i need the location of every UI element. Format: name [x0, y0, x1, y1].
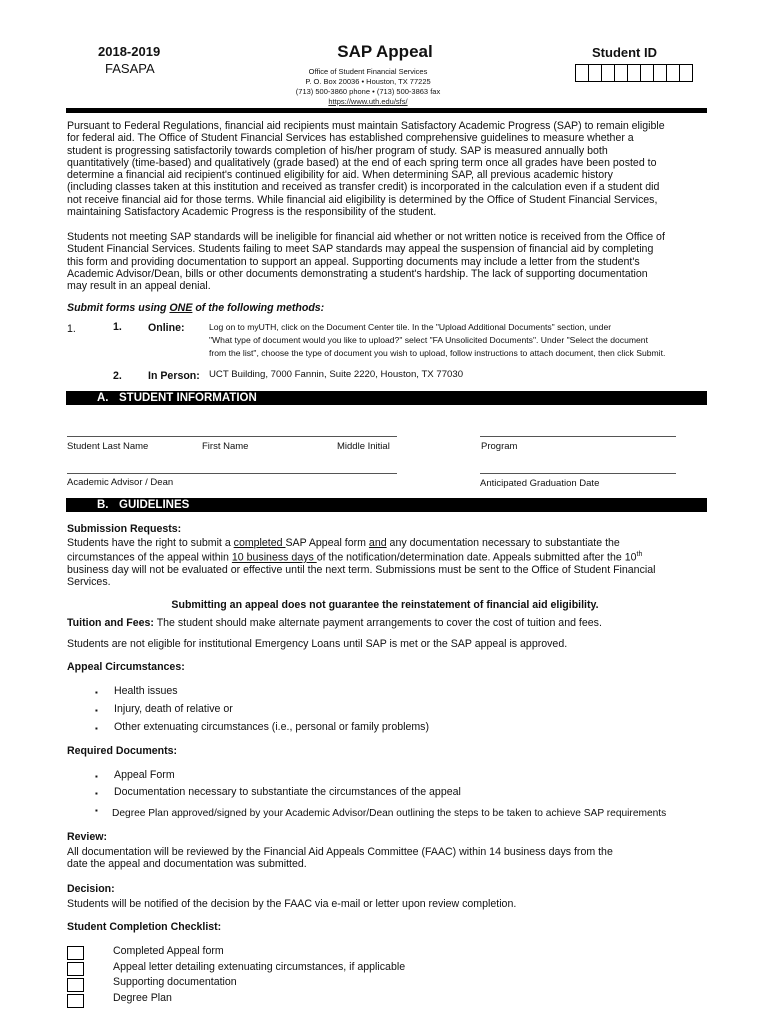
bullet: ▪: [95, 772, 98, 781]
online-label: Online:: [148, 322, 185, 334]
graduation-label: Anticipated Graduation Date: [480, 478, 600, 489]
list-number: 1.: [67, 323, 76, 335]
in-person-address: UCT Building, 7000 Fannin, Suite 2220, Houston, TX 77030: [209, 369, 464, 380]
text-line: [67, 537, 717, 549]
in-person-number: 2.: [113, 370, 122, 382]
student-id-digit[interactable]: [654, 65, 667, 81]
program-field-line[interactable]: [480, 436, 676, 437]
guarantee-notice: Submitting an appeal does not guarantee the reinstatement of financial aid eligibility.: [171, 599, 599, 611]
student-id-digit[interactable]: [589, 65, 602, 81]
bullet: ▪: [95, 724, 98, 733]
tuition-label: Tuition and Fees:: [67, 617, 154, 629]
form-title: SAP Appeal: [337, 42, 433, 61]
text-run: circumstances of the appeal within: [67, 551, 232, 564]
checklist-checkbox[interactable]: [67, 946, 84, 960]
decision-text: Students will be notified of the decision by the FAAC via e-mail or letter upon review completion.: [67, 898, 517, 910]
office-phone: (713) 500-3860 phone • (713) 500-3863 fax: [295, 87, 441, 96]
student-id-label: Student ID: [592, 45, 657, 60]
review-heading: Review:: [67, 831, 108, 843]
text-run: SAP Appeal form: [285, 537, 369, 549]
first-name-label: First Name: [202, 441, 249, 452]
text-line: All documentation will be reviewed by the Financial Aid Appeals Committee (FAAC) within 14 business days from the: [67, 846, 613, 858]
tuition-line: [67, 617, 602, 629]
text-run: and: [368, 537, 387, 549]
text-line: Students not meeting SAP standards will be ineligible for financial aid whether or not written notice is received from the Office of: [67, 231, 665, 243]
required-doc-item: Documentation necessary to substantiate the circumstances of the appeal: [114, 786, 461, 798]
in-person-label: In Person:: [148, 370, 200, 382]
checklist-item: Appeal letter detailing extenuating circumstances, if applicable: [113, 961, 406, 973]
text-run: of the following methods:: [192, 302, 325, 314]
checklist-item: Degree Plan: [113, 992, 172, 1004]
intro-paragraph-2: [67, 231, 717, 292]
circumstance-item: Health issues: [114, 685, 178, 697]
text-line: determine a financial aid recipient's continued eligibility for aid. When determining SAP, all previous academic history: [67, 169, 613, 182]
submission-paragraph: [67, 537, 717, 589]
online-instructions: [209, 321, 749, 359]
checklist-item: Supporting documentation: [113, 976, 237, 988]
office-url-link[interactable]: https://www.uth.edu/sfs/: [328, 97, 408, 106]
middle-initial-label: Middle Initial: [337, 441, 390, 452]
text-line: date the appeal and documentation was submitted.: [67, 858, 307, 871]
text-run: any documentation necessary to substantiate the: [386, 537, 620, 549]
text-line: Log on to myUTH, click on the Document Center tile. In the "Upload Additional Documents" section, under: [209, 322, 612, 332]
circumstance-item: Other extenuating circumstances (i.e., personal or family problems): [114, 721, 429, 733]
circumstances-heading: Appeal Circumstances:: [67, 661, 185, 673]
methods-heading: [67, 302, 324, 314]
required-doc-item: Degree Plan approved/signed by your Academic Advisor/Dean outlining the steps to be taken to achieve SAP requirements: [112, 808, 667, 819]
graduation-field-line[interactable]: [480, 473, 676, 474]
student-id-digit[interactable]: [576, 65, 589, 81]
office-name: Office of Student Financial Services: [308, 67, 428, 76]
text-line: business day will not be evaluated or effective until the next term. Submissions must be sent to the Office of Student Financial: [67, 564, 656, 577]
student-id-digit[interactable]: [628, 65, 641, 81]
section-a-header: [66, 391, 707, 405]
section-title: GUIDELINES: [119, 499, 190, 511]
text-run: of the notification/determination date. Appeals submitted after the 10: [316, 551, 637, 564]
form-code: FASAPA: [105, 61, 155, 76]
circumstance-item: Injury, death of relative or: [114, 703, 233, 715]
checklist-heading: Student Completion Checklist:: [67, 921, 222, 933]
text-line: Academic Advisor/Dean, bills or other documents demonstrating a student's hardship. The lack of supporting documentation: [67, 267, 648, 280]
advisor-label: Academic Advisor / Dean: [67, 477, 174, 488]
text-line: this form and providing documentation to support an appeal. Supporting documents may include a letter from the student's: [67, 255, 640, 268]
advisor-field-line[interactable]: [67, 473, 397, 474]
checklist-checkbox[interactable]: [67, 962, 84, 976]
required-doc-item: Appeal Form: [114, 769, 175, 781]
text-line: may result in an appeal denial.: [67, 280, 211, 293]
header-divider: [66, 108, 707, 113]
academic-year: 2018-2019: [98, 44, 161, 59]
review-paragraph: [67, 846, 717, 871]
bullet: ▪: [95, 806, 98, 815]
text-line: maintaining Satisfactory Academic Progress is the responsibility of the student.: [67, 206, 437, 219]
program-label: Program: [481, 441, 518, 452]
checklist-checkbox[interactable]: [67, 994, 84, 1008]
intro-paragraph-1: [67, 120, 717, 218]
text-line: (including classes taken at this institution and received as transfer credit) is incorporated in the calculation even if a student did: [67, 181, 660, 194]
checklist-checkbox[interactable]: [67, 978, 84, 992]
student-id-input[interactable]: [575, 64, 693, 82]
text-run: 10 business days: [231, 551, 317, 564]
student-id-digit[interactable]: [667, 65, 680, 81]
text-line: student is progressing satisfactorily towards completion of his/her program of study. SAP is measured annually both: [67, 144, 608, 157]
text-line: Services.: [67, 576, 111, 589]
loans-notice: Students are not eligible for institutional Emergency Loans until SAP is met or the SAP appeal is approved.: [67, 638, 568, 650]
bullet: ▪: [95, 688, 98, 697]
section-b-header: [66, 498, 707, 512]
name-field-line[interactable]: [67, 436, 397, 437]
text-line: "What type of document would you like to upload?" select "FA Unsolicited Documents". Under "Select the document: [209, 334, 648, 345]
student-id-digit[interactable]: [680, 65, 692, 81]
text-run: Students have the right to submit a: [67, 537, 234, 549]
last-name-label: Student Last Name: [67, 441, 149, 452]
online-number: 1.: [113, 321, 122, 333]
student-id-digit[interactable]: [602, 65, 615, 81]
decision-heading: Decision:: [67, 883, 115, 895]
text-line: Student Financial Services. Students failing to meet SAP standards may appeal the suspension of financial aid by completing: [67, 243, 654, 256]
tuition-text: The student should make alternate payment arrangements to cover the cost of tuition and fees.: [156, 617, 602, 629]
student-id-digit[interactable]: [641, 65, 654, 81]
text-line: for federal aid. The Office of Student Financial Services has established comprehensive guidelines to measure whether a: [67, 132, 634, 145]
text-run: Submit forms using: [67, 302, 170, 314]
bullet: ▪: [95, 706, 98, 715]
text-run: completed: [233, 537, 286, 549]
text-line: Pursuant to Federal Regulations, financial aid recipients must maintain Satisfactory Academic Progress (SAP) to remain eligible: [67, 120, 665, 132]
text-run: ONE: [169, 302, 193, 314]
section-letter: A.: [97, 392, 109, 404]
section-title: STUDENT INFORMATION: [119, 392, 257, 404]
required-docs-heading: Required Documents:: [67, 745, 178, 757]
bullet: ▪: [95, 789, 98, 798]
student-id-digit[interactable]: [615, 65, 628, 81]
text-line: [67, 549, 717, 564]
office-url-wrap: [0, 97, 736, 106]
submission-heading: Submission Requests:: [67, 523, 182, 535]
text-line: quantitatively (time-based) and qualitatively (grade based) at the end of each spring term once all grades have been posted to: [67, 156, 657, 169]
office-address: P. O. Box 20036 • Houston, TX 77225: [305, 77, 431, 86]
checklist-item: Completed Appeal form: [113, 945, 224, 957]
text-line: not receive financial aid for those terms. While financial aid eligibility is determined by the Office of Student Financial Services,: [67, 193, 658, 206]
text-line: from the list", choose the type of document you wish to upload, follow instructions to attach document, then click Submit.: [209, 347, 666, 358]
superscript: th: [636, 551, 643, 559]
section-letter: B.: [97, 499, 109, 511]
